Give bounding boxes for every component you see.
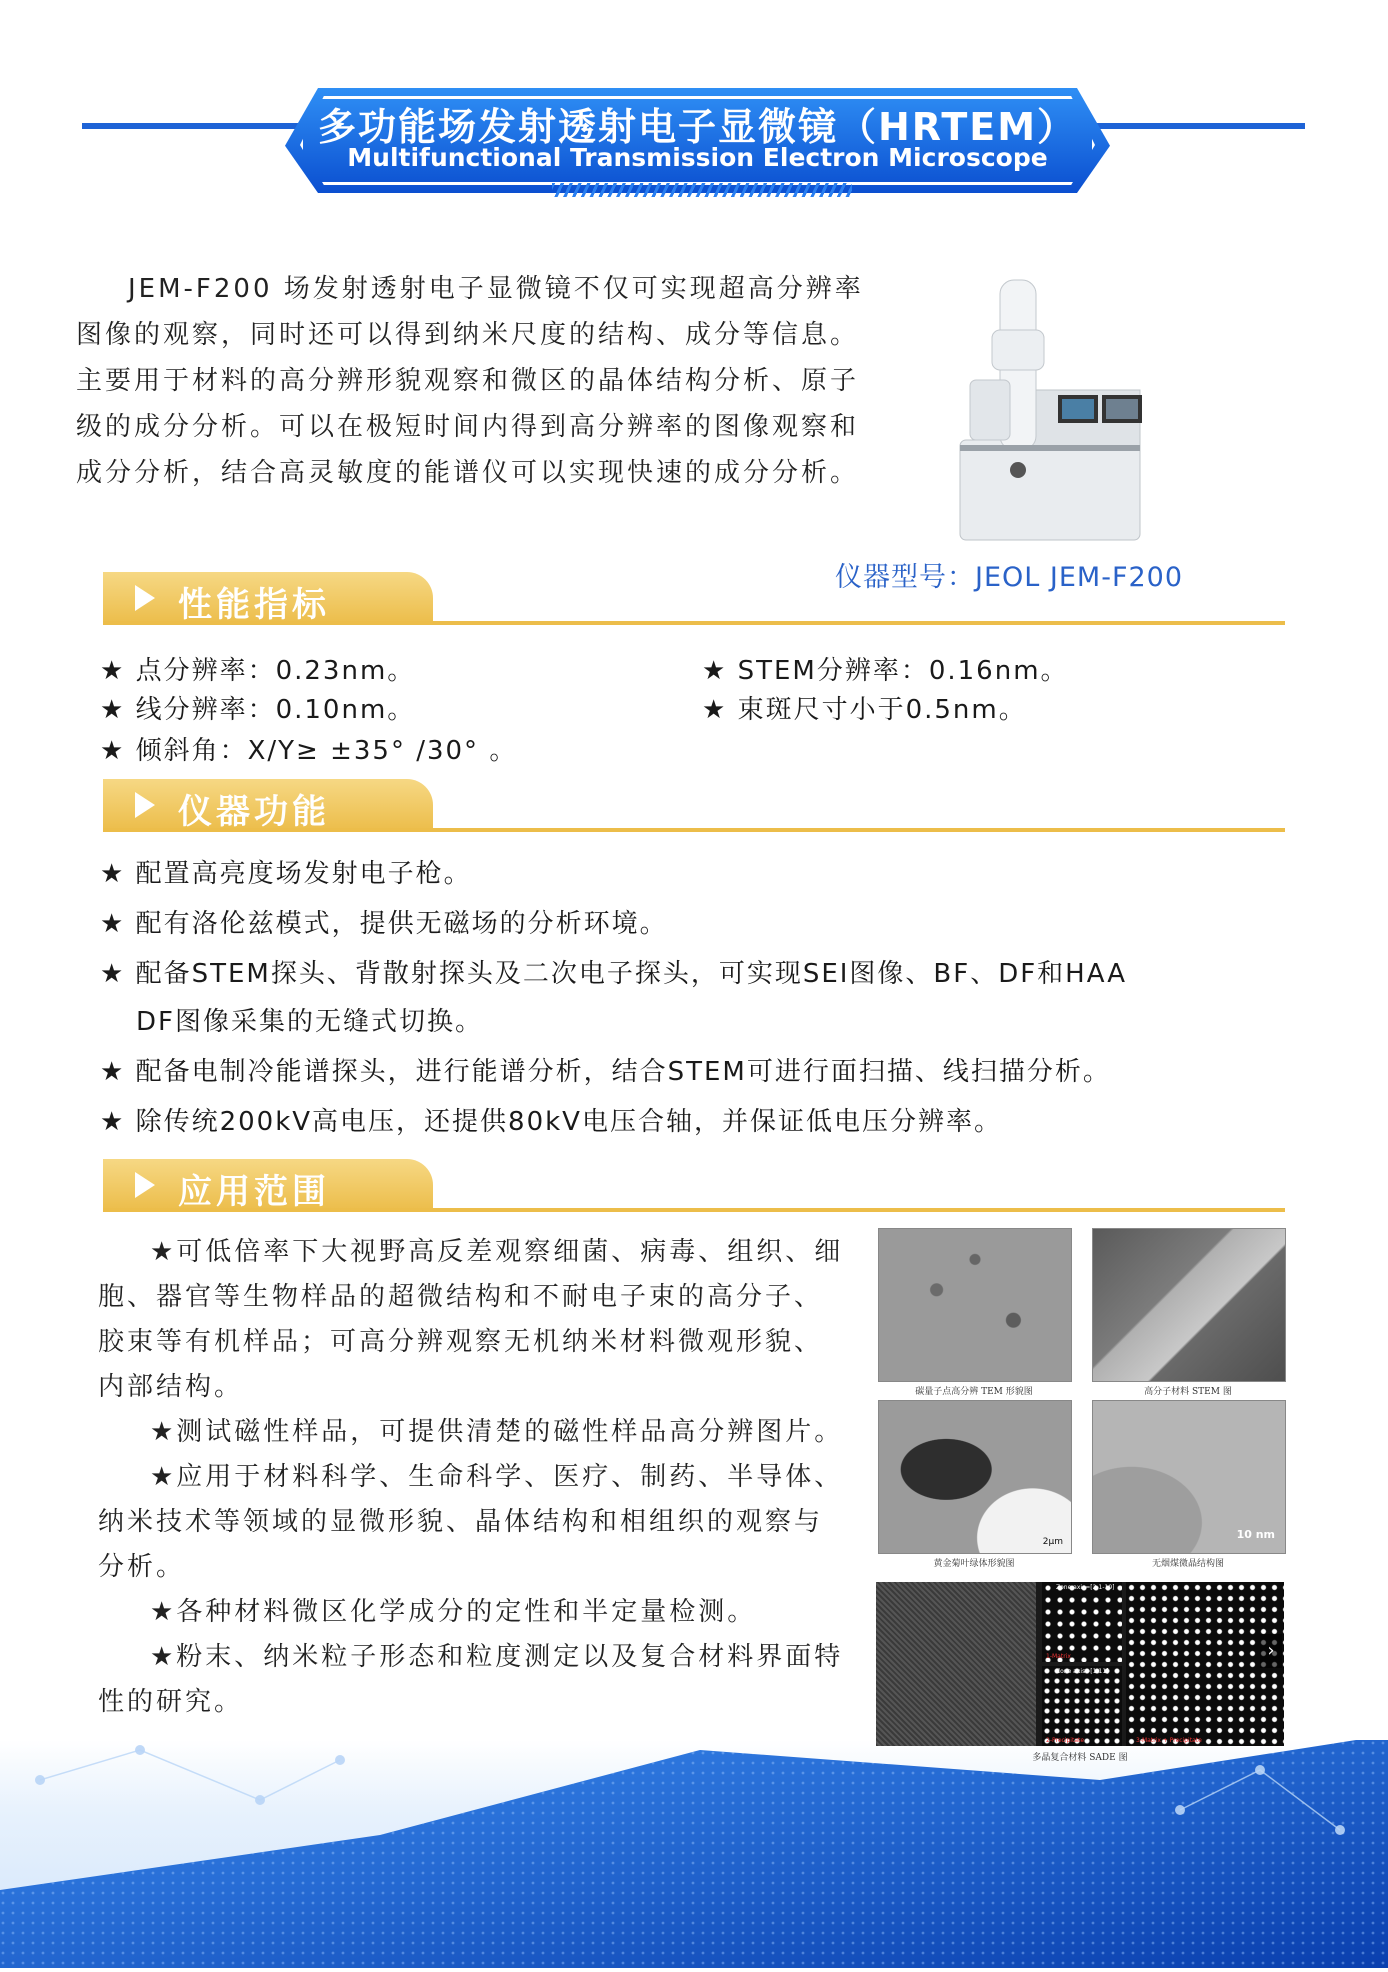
banner-hatch-decoration bbox=[552, 183, 852, 197]
stem-image-polymer bbox=[1092, 1228, 1286, 1382]
sade-composite-image bbox=[876, 1582, 1284, 1746]
diffraction-panel bbox=[1042, 1582, 1122, 1662]
image-caption: 黄金菊叶绿体形貌图 bbox=[933, 1559, 1015, 1569]
function-item-continued: DF图像采集的无缝式切换。 bbox=[136, 1007, 483, 1037]
tem-image-chloroplast bbox=[878, 1400, 1072, 1554]
image-caption: 碳量子点高分辨 TEM 形貌图 bbox=[915, 1387, 1033, 1397]
page-title: 多功能场发射透射电子显微镜（HRTEM） bbox=[317, 105, 1078, 149]
play-arrow-icon bbox=[135, 585, 155, 611]
application-paragraph: ★测试磁性样品，可提供清楚的磁性样品高分辨图片。 bbox=[150, 1417, 844, 1447]
play-arrow-icon bbox=[135, 792, 155, 818]
tem-image-carbon-dots bbox=[878, 1228, 1072, 1382]
spec-item: ★ 倾斜角：X/Y≥ ±35° /30° 。 bbox=[100, 736, 518, 766]
spec-item: ★ STEM分辨率：0.16nm。 bbox=[702, 656, 1069, 686]
header-rule-right bbox=[1080, 123, 1305, 129]
function-item: ★ 配备电制冷能谱探头，进行能谱分析，结合STEM可进行面扫描、线扫描分析。 bbox=[100, 1057, 1111, 1087]
model-label: 仪器型号：JEOL JEM-F200 bbox=[835, 562, 1184, 593]
section-title-functions: 仪器功能 bbox=[178, 792, 330, 832]
diffraction-label: 1-Matrix bbox=[1046, 1653, 1071, 1660]
zone-axis-label: Zone axis=[1-11] bbox=[1056, 1668, 1109, 1675]
hrtem-lattice-panel bbox=[876, 1582, 1036, 1746]
page-subtitle: Multifunctional Transmission Electron Microscope bbox=[347, 143, 1048, 172]
image-caption: 多晶复合材料 SADE 图 bbox=[1032, 1753, 1128, 1763]
section-title-performance: 性能指标 bbox=[178, 585, 330, 625]
section-title-applications: 应用范围 bbox=[178, 1172, 330, 1212]
diffraction-panel bbox=[1042, 1666, 1122, 1746]
image-caption: 无烟煤微晶结构图 bbox=[1151, 1559, 1224, 1569]
application-paragraph: ★可低倍率下大视野高反差观察细菌、病毒、组织、细胞、器官等生物样品的超微结构和不耐电子束的高分子、胶束等有机样品；可高分辨观察无机纳米材料微观形貌、内部结构。 bbox=[98, 1237, 844, 1402]
spec-item: ★ 束斑尺寸小于0.5nm。 bbox=[702, 695, 1027, 725]
diffraction-label: 2-Precipitate bbox=[1046, 1737, 1085, 1744]
microscope-image bbox=[940, 270, 1160, 550]
tem-image-anthracite bbox=[1092, 1400, 1286, 1554]
diffraction-label: 3-Matrix + Precipitate bbox=[1136, 1737, 1202, 1744]
image-caption: 高分子材料 STEM 图 bbox=[1144, 1387, 1232, 1397]
chevron-right-icon[interactable]: › bbox=[1260, 1634, 1282, 1668]
function-item: ★ 除传统200kV高电压，还提供80kV电压合轴，并保证低电压分辨率。 bbox=[100, 1107, 1002, 1137]
scale-label: 2μm bbox=[1042, 1537, 1063, 1547]
footer-network-graphic bbox=[0, 1740, 1388, 1968]
function-item: ★ 配置高亮度场发射电子枪。 bbox=[100, 859, 472, 889]
application-paragraph: ★应用于材料科学、生命科学、医疗、制药、半导体、纳米技术等领域的显微形貌、晶体结构和相组织的观察与分析。 bbox=[98, 1462, 844, 1582]
spec-item: ★ 点分辨率：0.23nm。 bbox=[100, 656, 416, 686]
play-arrow-icon bbox=[135, 1172, 155, 1198]
footer-background bbox=[0, 1740, 1388, 1968]
spec-item: ★ 线分辨率：0.10nm。 bbox=[100, 695, 416, 725]
applications-text bbox=[98, 1230, 850, 1725]
function-item: ★ 配备STEM探头、背散射探头及二次电子探头，可实现SEI图像、BF、DF和HAA bbox=[100, 959, 1128, 989]
application-paragraph: ★粉末、纳米粒子形态和粒度测定以及复合材料界面特性的研究。 bbox=[98, 1642, 844, 1717]
intro-paragraph: JEM-F200 场发射透射电子显微镜不仅可实现超高分辨率图像的观察，同时还可以得到纳米尺度的结构、成分等信息。主要用于材料的高分辨形貌观察和微区的晶体结构分析、原子级的成分分析。可以在极短时间内得到高分辨率的图像观察和成分分析，结合高灵敏度的能谱仪可以实现快速的成分分析。 bbox=[76, 274, 864, 488]
scale-label: 10 nm bbox=[1236, 1528, 1275, 1541]
application-paragraph: ★各种材料微区化学成分的定性和半定量检测。 bbox=[150, 1597, 757, 1627]
function-item: ★ 配有洛伦兹模式，提供无磁场的分析环境。 bbox=[100, 909, 668, 939]
zone-axis-label: Zone axis=[2-1-10] bbox=[1056, 1584, 1115, 1591]
